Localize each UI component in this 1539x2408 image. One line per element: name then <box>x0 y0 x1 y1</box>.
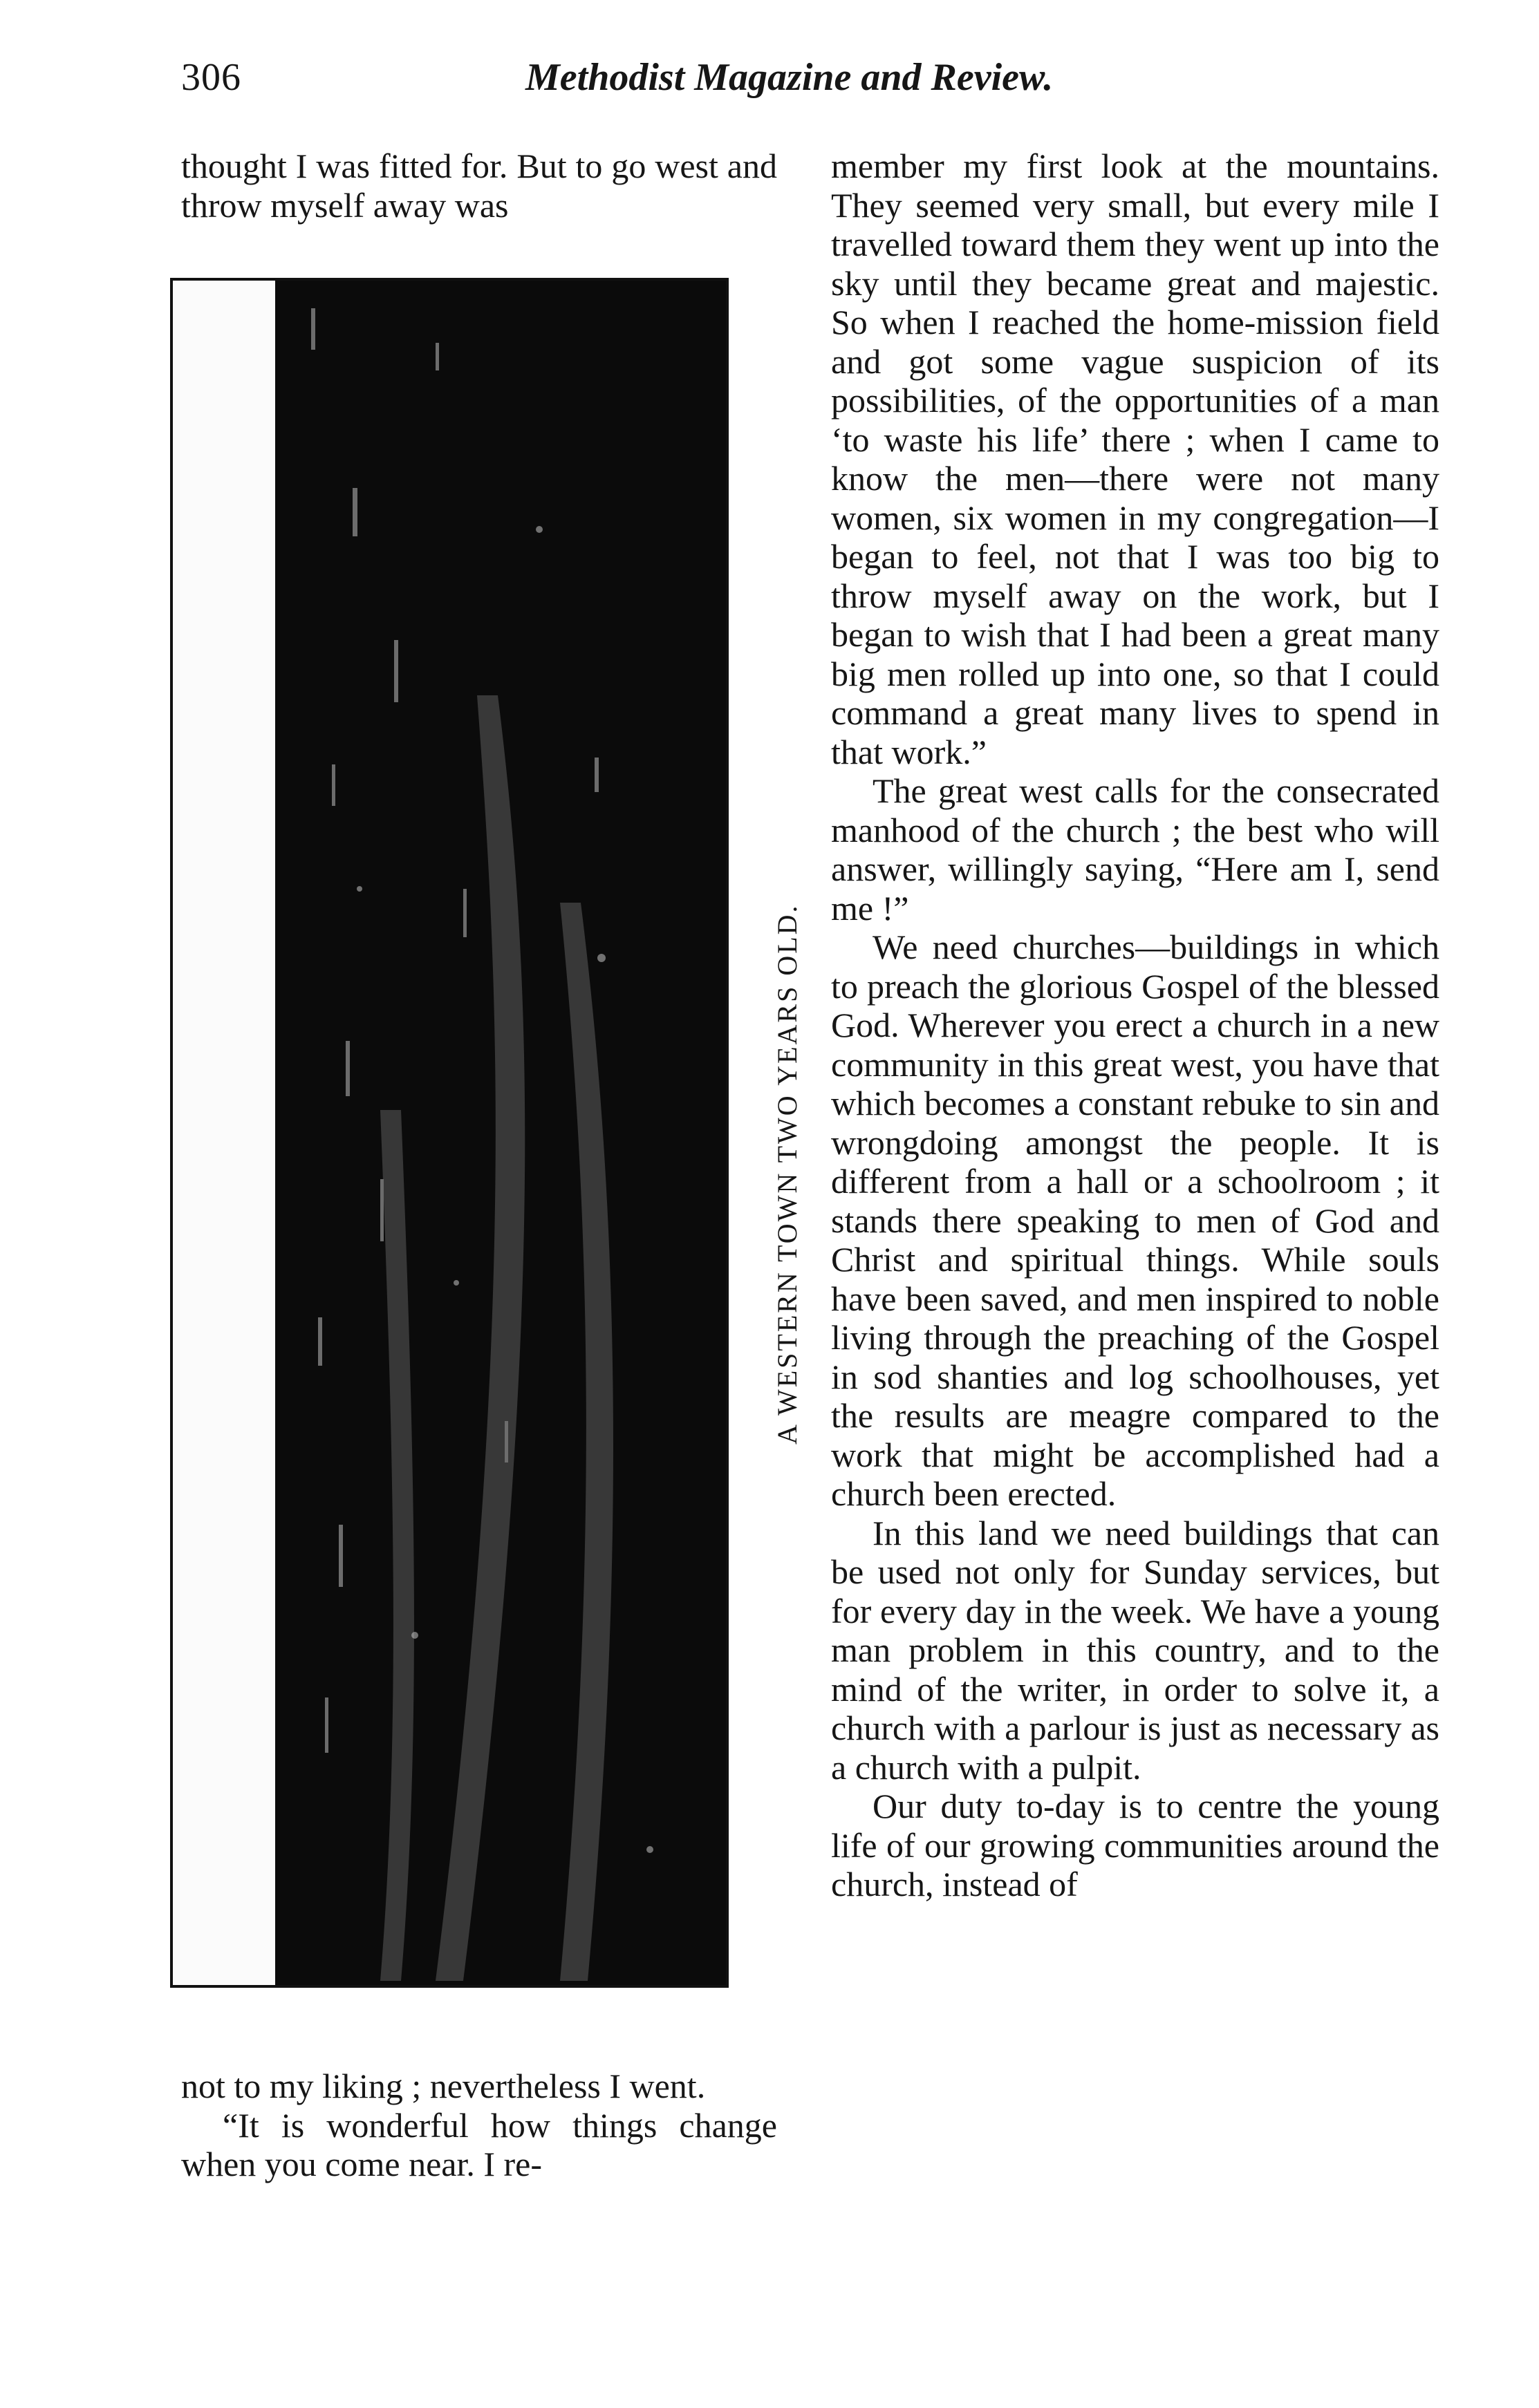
photo-texture <box>173 281 726 1985</box>
right-column <box>831 147 1439 1904</box>
paragraph: member my first look at the mountains. They seemed very small, but every mile I travelled toward them they went up into the sky until they became great and majestic. So when I reached the home-mission field and got some vague suspicion of its possibilities, of the opportunities of a man ‘to waste his life’ there ; when I came to know the men—there were not many women, six women in my congregation—I began to feel, not that I was too big to throw myself away on the work, but I began to wish that I had been a great many big men rolled up into one, so that I could command a great many lives to spend in that work.” <box>831 147 1439 771</box>
western-town-photograph <box>170 278 729 1988</box>
paragraph: Our duty to-day is to centre the young life of our growing communities around the church, instead of <box>831 1787 1439 1903</box>
left-column-top-text: thought I was fitted for. But to go west and throw myself away was <box>181 147 777 225</box>
paragraph: The great west calls for the consecrated manhood of the church ; the best who will answer, willingly saying, “Here am I, send me !” <box>831 771 1439 928</box>
running-title: Methodist Magazine and Review. <box>525 56 1054 99</box>
paragraph: “It is wonderful how things change when you come near. I re- <box>181 2105 777 2183</box>
page-number: 306 <box>181 56 241 99</box>
figure-caption: A WESTERN TOWN TWO YEARS OLD. <box>772 903 803 1445</box>
paragraph: We need churches—buildings in which to preach the glorious Gospel of the blessed God. Wherever you erect a church in a new community in this great west, you have that which becomes a constant rebuke to sin and wrongdoing amongst the people. It is different from a hall or a schoolroom ; it stands there speaking to men of God and Christ and spiritual things. While souls have been saved, and men inspired to noble living through the preaching of the Gospel in sod shanties and log schoolhouses, yet the results are meagre compared to the work that might be accomplished had a church been erected. <box>831 928 1439 1513</box>
left-column-bottom <box>181 2067 777 2184</box>
paragraph: not to my liking ; nevertheless I went. <box>181 2067 706 2105</box>
left-column-top <box>181 147 777 225</box>
paragraph: In this land we need buildings that can be used not only for Sunday services, but for every day in the week. We have a young man problem in this country, and to the mind of the writer, in order to solve it, a church with a parlour is just as necessary as a church with a pulpit. <box>831 1513 1439 1787</box>
